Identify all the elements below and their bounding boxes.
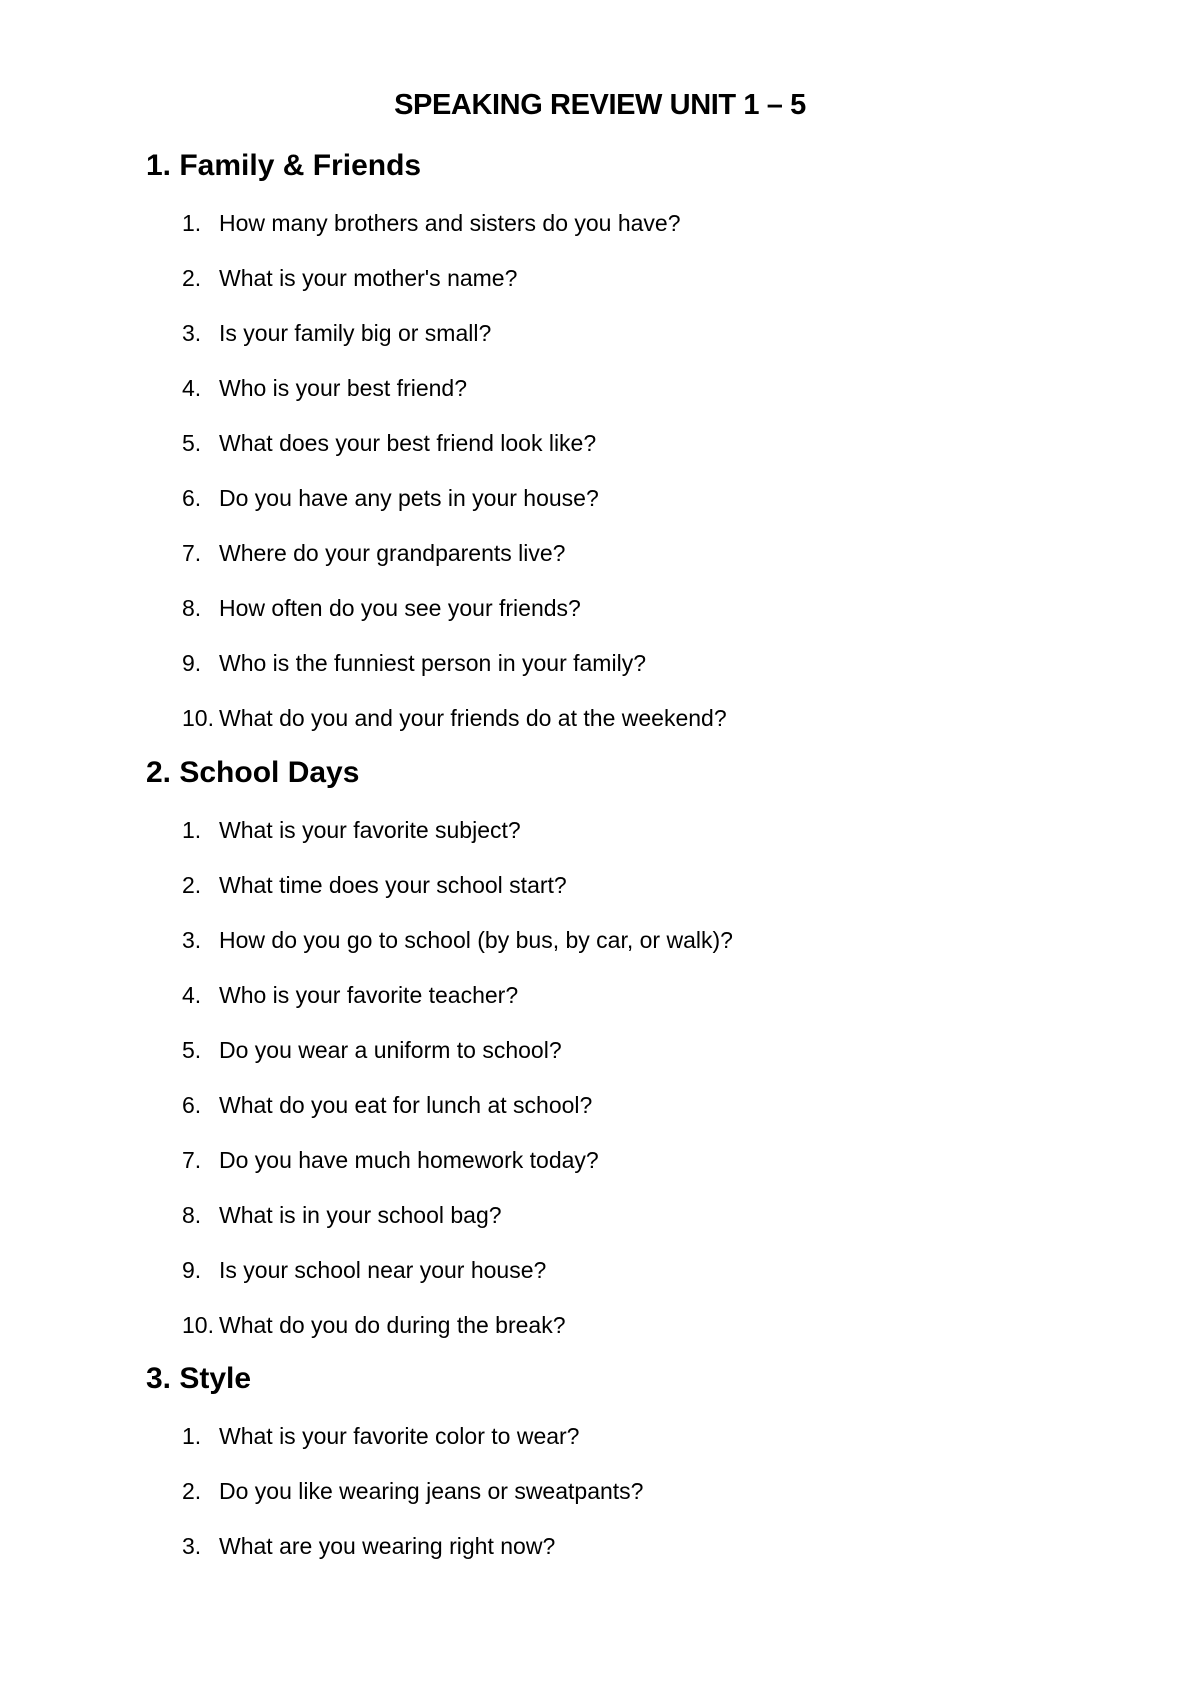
question-item xyxy=(0,983,1200,1038)
question-number: 10. xyxy=(182,705,214,731)
question-item xyxy=(0,376,1200,431)
question-text: What is your mother's name? xyxy=(219,265,518,291)
question-item xyxy=(0,1313,1200,1368)
question-text: Is your school near your house? xyxy=(219,1257,547,1283)
question-text: What does your best friend look like? xyxy=(219,430,597,456)
question-item xyxy=(0,818,1200,873)
question-item xyxy=(0,211,1200,266)
question-text: Do you have much homework today? xyxy=(219,1147,599,1173)
question-item xyxy=(0,1038,1200,1093)
question-item xyxy=(0,706,1200,761)
question-number: 5. xyxy=(182,1037,202,1063)
question-number: 7. xyxy=(182,540,202,566)
section-heading-school-days: 2. School Days xyxy=(146,756,360,789)
question-text: How do you go to school (by bus, by car, or walk)? xyxy=(219,927,733,953)
question-text: What do you and your friends do at the weekend? xyxy=(219,705,727,731)
question-item xyxy=(0,266,1200,321)
question-list-school-days xyxy=(0,818,1200,1368)
question-number: 10. xyxy=(182,1312,214,1338)
question-text: Do you like wearing jeans or sweatpants? xyxy=(219,1478,644,1504)
question-text: Is your family big or small? xyxy=(219,320,492,346)
question-text: What is in your school bag? xyxy=(219,1202,502,1228)
question-number: 9. xyxy=(182,1257,202,1283)
question-text: Do you have any pets in your house? xyxy=(219,485,599,511)
section-heading-family-friends: 1. Family & Friends xyxy=(146,149,422,182)
question-item xyxy=(0,1479,1200,1534)
question-number: 9. xyxy=(182,650,202,676)
question-text: How many brothers and sisters do you have? xyxy=(219,210,681,236)
question-number: 2. xyxy=(182,265,202,291)
question-text: Who is your best friend? xyxy=(219,375,468,401)
question-item xyxy=(0,1093,1200,1148)
question-text: Who is the funniest person in your family? xyxy=(219,650,646,676)
question-item xyxy=(0,1203,1200,1258)
question-number: 4. xyxy=(182,375,202,401)
question-item xyxy=(0,1534,1200,1589)
page-title: SPEAKING REVIEW UNIT 1 – 5 xyxy=(394,89,806,121)
question-text: What is your favorite color to wear? xyxy=(219,1423,580,1449)
question-number: 3. xyxy=(182,1533,202,1559)
question-text: Where do your grandparents live? xyxy=(219,540,566,566)
question-text: Do you wear a uniform to school? xyxy=(219,1037,562,1063)
question-number: 7. xyxy=(182,1147,202,1173)
question-text: What is your favorite subject? xyxy=(219,817,521,843)
question-item xyxy=(0,651,1200,706)
question-item xyxy=(0,596,1200,651)
question-list-style xyxy=(0,1424,1200,1589)
question-number: 4. xyxy=(182,982,202,1008)
question-item xyxy=(0,1258,1200,1313)
question-item xyxy=(0,1424,1200,1479)
question-number: 8. xyxy=(182,595,202,621)
question-list-family-friends xyxy=(0,211,1200,761)
question-number: 1. xyxy=(182,1423,202,1449)
question-item xyxy=(0,873,1200,928)
question-number: 2. xyxy=(182,1478,202,1504)
question-item xyxy=(0,541,1200,596)
question-text: Who is your favorite teacher? xyxy=(219,982,519,1008)
section-heading-style: 3. Style xyxy=(146,1362,252,1395)
question-text: What do you do during the break? xyxy=(219,1312,566,1338)
question-number: 5. xyxy=(182,430,202,456)
question-item xyxy=(0,431,1200,486)
question-number: 6. xyxy=(182,485,202,511)
question-number: 3. xyxy=(182,320,202,346)
question-text: What do you eat for lunch at school? xyxy=(219,1092,593,1118)
question-number: 3. xyxy=(182,927,202,953)
question-text: How often do you see your friends? xyxy=(219,595,581,621)
question-item xyxy=(0,1148,1200,1203)
question-item xyxy=(0,486,1200,541)
question-number: 8. xyxy=(182,1202,202,1228)
question-number: 6. xyxy=(182,1092,202,1118)
question-number: 2. xyxy=(182,872,202,898)
question-number: 1. xyxy=(182,210,202,236)
question-text: What are you wearing right now? xyxy=(219,1533,556,1559)
question-number: 1. xyxy=(182,817,202,843)
question-item xyxy=(0,321,1200,376)
question-item xyxy=(0,928,1200,983)
question-text: What time does your school start? xyxy=(219,872,567,898)
